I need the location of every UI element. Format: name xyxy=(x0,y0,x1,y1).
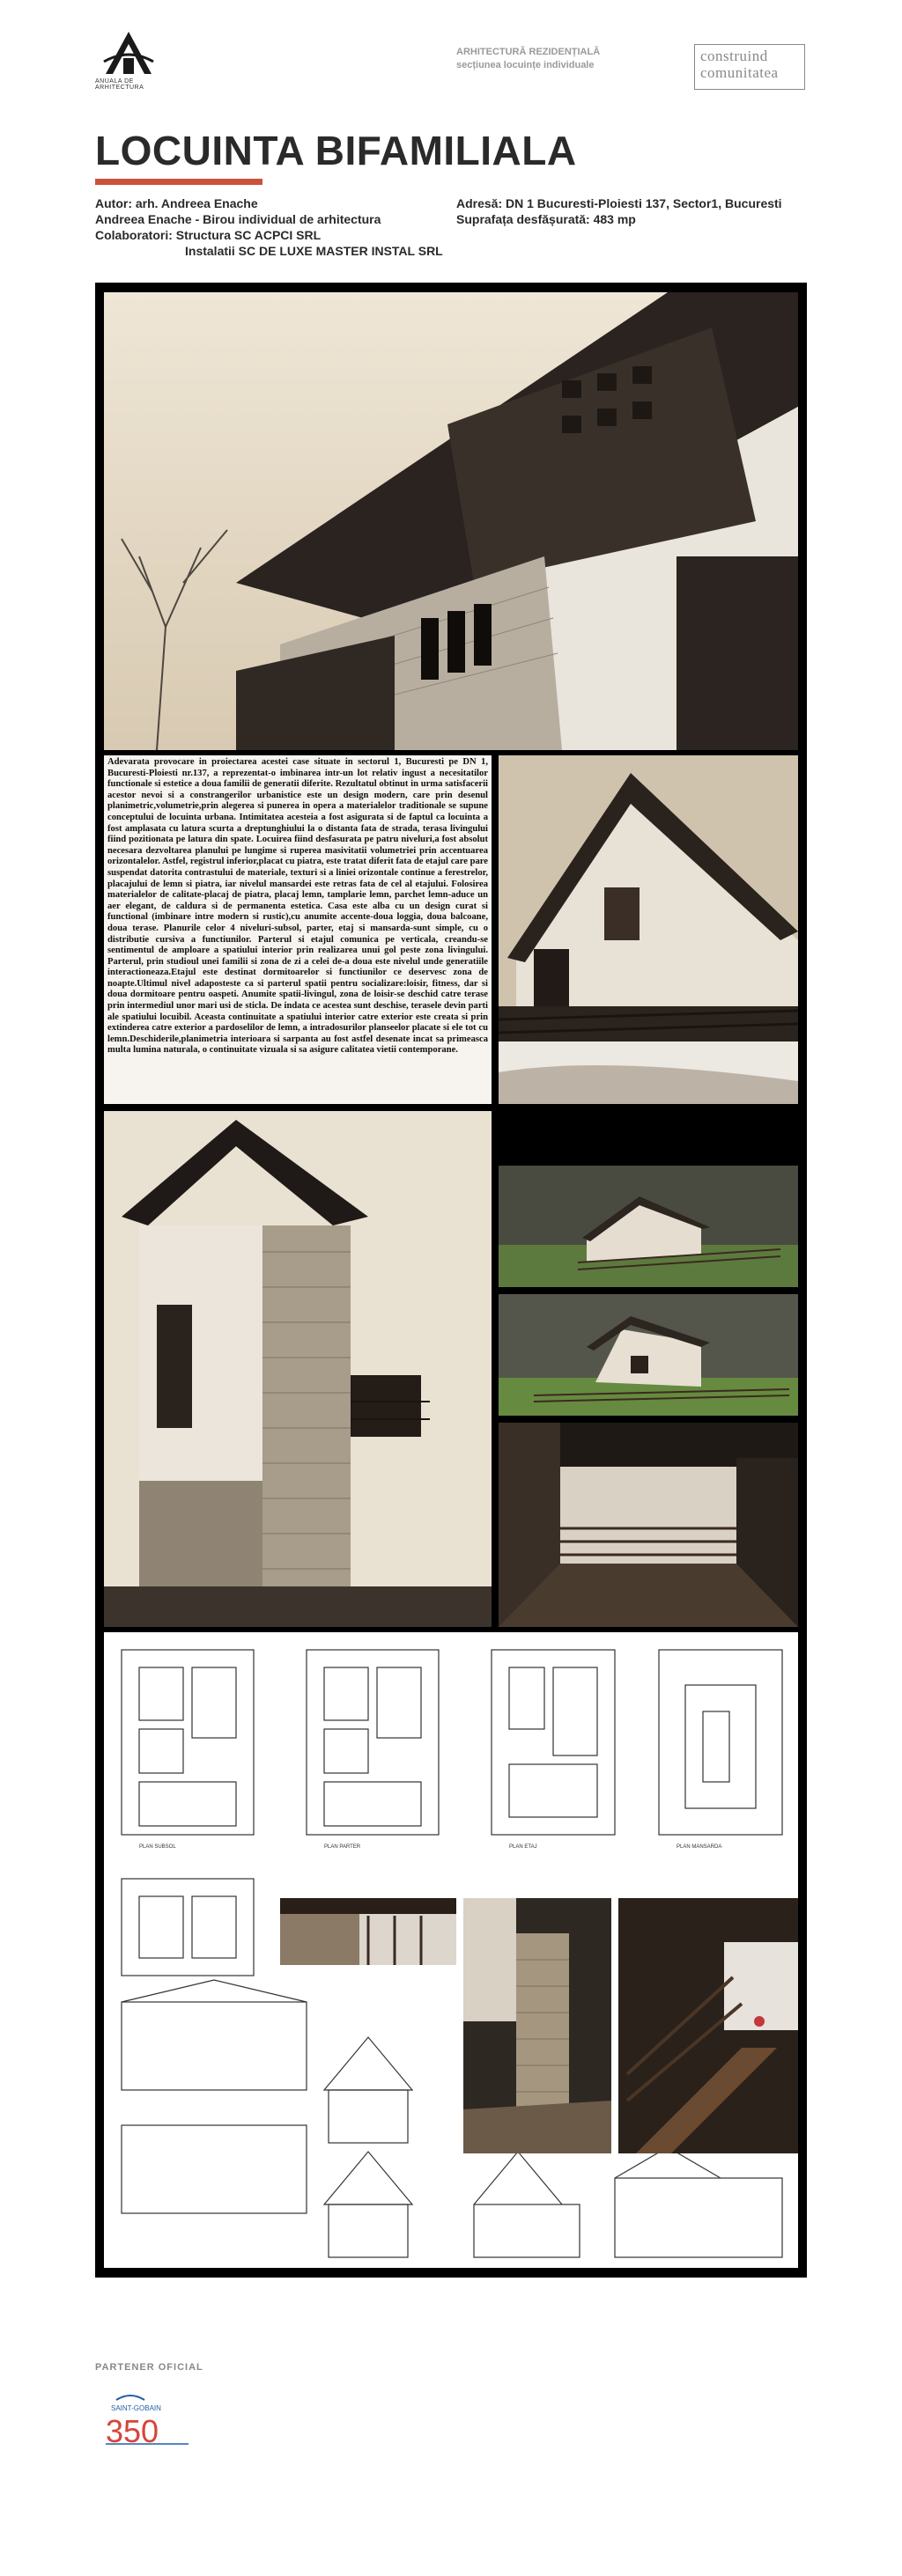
saint-gobain-icon xyxy=(104,2389,201,2447)
plan-caption-4: PLAN MANSARDA xyxy=(676,1844,722,1850)
address-line: Adresă: DN 1 Bucuresti-Ploiesti 137, Sector1, Bucuresti xyxy=(456,196,782,210)
project-description: Adevarata provocare in proiectarea acestei case situate in sectorul 1, Bucuresti pe DN 1, Bucuresti-Ploiesti nr.137, a reprezentat-o imbinarea intr-un lot relativ ingust a necesitatilor functionale si estetice a doua familii de generatii diferite. Rezultatul obtinut in urma satisfacerii acestor nevoi si a constrangerilor urbanistice este un design modern, care prin desenul planimetric,volumetrie,prin alegerea si punerea in opera a materialelor traditionale se supune conceptului de locuinta urbana. Intimitatea acesteia a fost asigurata si de faptul ca locuinta a fost amplasata cu latura scurta a dreptunghiului la o distanta fata de strada, terasa livingului fiind pozitionata pe latura din spate. Locuirea fiind desfasurata pe patru niveluri,a fost absolut necesara dezvoltarea planului pe lungime si ruperea masivitatii volumetriei prin accentuarea orizontalelor. Astfel, registrul inferior,placat cu piatra, este tratat diferit fata de etajul care pare suspendat datorita contrastului de materiale, texturi si a liniei orizontale continue a ferestrelor, placajului de lemn si piatra, iar nivelul mansardei este retras fata de cel al etajului. Folosirea materialelor de calitate-placaj de piatra, placaj lemn, tamplarie lemn, parchet lemn-aduce un aer elegant, de caldura si de permanenta estetica. Casa este alba cu un design curat si functional (imbinare intre modern si rustic),cu anumite accente-doua loggia, doua balcoane, doua terase. Planurile celor 4 niveluri-subsol, parter, etaj si mansarda-sunt simple, cu o distributie cursiva a functiunilor. Parterul si etajul comunica pe verticala, creandu-se sentimentul de amploare a spatiului interior prin realizarea unui gol peste zona livingului. Parterul, prin studioul unei familii si zona de zi a celei de-a doua este nivelul unde generatiile interactioneaza.Etajul este destinat dormitoarelor si functiunilor ce deservesc zona de noapte.Ultimul nivel adaposteste ca si parterul spatii pentru socializare:loisir, fitness, dar si doua dormitoare pentru oaspeti. Anumite spatii-livingul, zona de loisir-se deschid catre terase prin intermediul unor mari usi de sticla. De indata ce acestea sunt deschise, terasele devin parti ale spatiului locuibil. Aceasta continuitate a spatiului interior catre exterior este creata si prin extinderea catre exterior a pardoselilor de lemn, a intradosurilor planseelor placate si ele tot cu lemn.Deschiderile,planimetria interioara si sarpanta au fost astfel desenate incat sa primeasca multa lumina naturala, o continuitate vizuala si sa asigure calitatea vietii contemporane. xyxy=(104,755,492,1104)
partner-brand: SAINT-GOBAIN xyxy=(111,2404,161,2412)
hero-photo xyxy=(104,292,798,750)
tower-photo xyxy=(104,1111,492,1627)
partner-number: 350 xyxy=(106,2413,159,2447)
architecture-a-icon xyxy=(100,30,157,76)
plan-caption-3: PLAN ETAJ xyxy=(509,1844,537,1850)
render-photo-1 xyxy=(499,1166,798,1287)
category-line-1: ARHITECTURĂ REZIDENȚIALĂ xyxy=(456,47,601,57)
installations-line: Instalatii SC DE LUXE MASTER INSTAL SRL xyxy=(185,244,443,258)
cc-logo-line-1: construind xyxy=(700,48,768,64)
interior-stone-photo xyxy=(463,1898,611,2153)
area-line: Suprafața desfășurată: 483 mp xyxy=(456,212,636,226)
partner-label: PARTENER OFICIAL xyxy=(95,2362,203,2373)
cc-logo-line-2: comunitatea xyxy=(700,64,779,81)
author-line: Autor: arh. Andreea Enache xyxy=(95,196,258,210)
collaborators-line: Colaboratori: Structura SC ACPCI SRL xyxy=(95,228,322,242)
logo-caption: ANUALA DE ARHITECTURA xyxy=(95,78,144,91)
project-title: LOCUINTA BIFAMILIALA xyxy=(95,128,577,173)
title-accent-rule xyxy=(95,179,262,185)
terrace-photo xyxy=(499,1423,798,1627)
stair-photo xyxy=(618,1898,798,2153)
render-photo-2 xyxy=(499,1294,798,1416)
interior-beam-photo xyxy=(280,1898,456,1965)
side-exterior-photo xyxy=(499,755,798,1104)
project-credits xyxy=(95,195,443,259)
construind-comunitatea-logo xyxy=(694,44,805,90)
plan-caption-2: PLAN PARTER xyxy=(324,1844,361,1850)
plan-caption-1: PLAN SUBSOL xyxy=(139,1844,176,1850)
office-line: Andreea Enache - Birou individual de arhitectura xyxy=(95,212,381,226)
category-label xyxy=(456,46,600,72)
project-meta xyxy=(456,195,782,227)
category-line-2: secțiunea locuințe individuale xyxy=(456,60,595,70)
annual-architecture-logo xyxy=(95,30,166,92)
saint-gobain-350-logo xyxy=(104,2389,201,2447)
